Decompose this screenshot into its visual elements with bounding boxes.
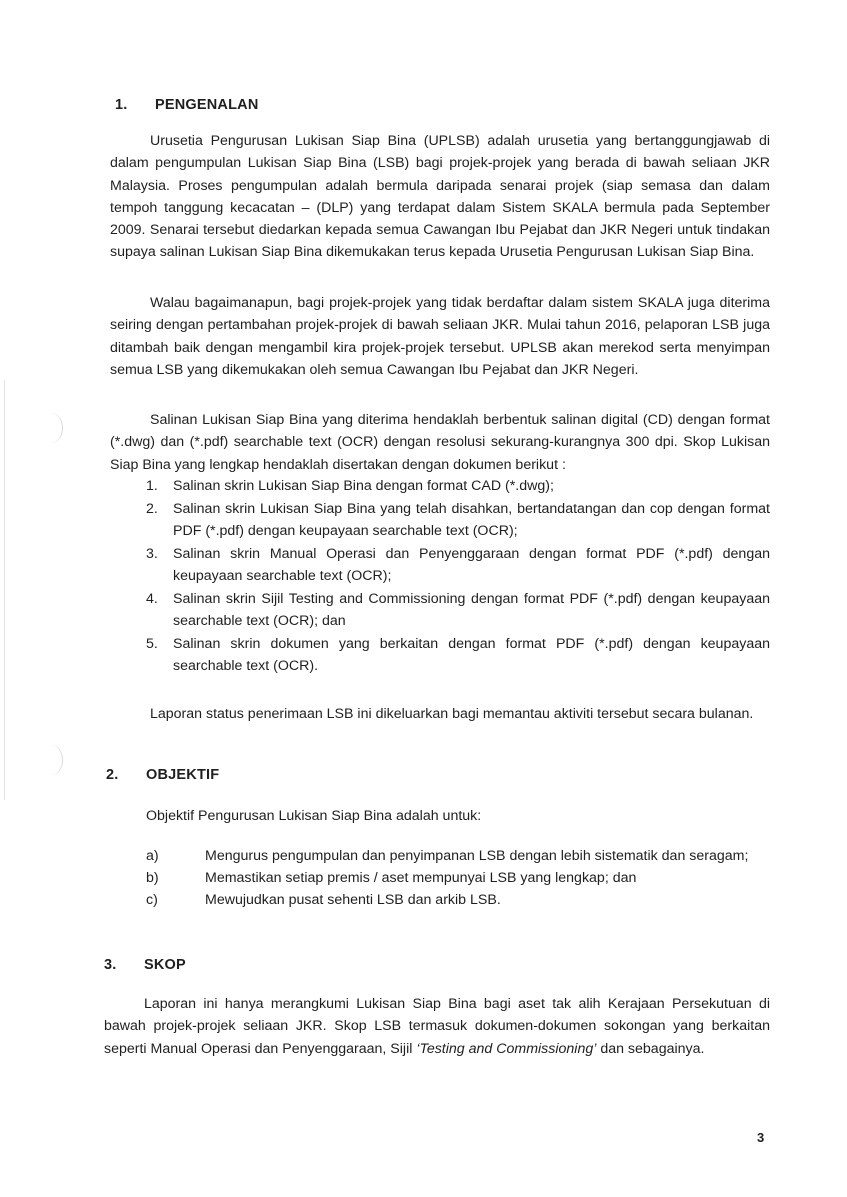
paragraph-text: dan sebagainya. xyxy=(596,1040,705,1057)
section-title: SKOP xyxy=(144,957,186,973)
list-number: 3. xyxy=(146,546,158,562)
paragraph xyxy=(146,805,770,827)
section-number: 2. xyxy=(106,767,119,783)
section-heading-skop xyxy=(104,957,186,973)
section-number: 3. xyxy=(104,957,117,973)
list-text: Mengurus pengumpulan dan penyimpanan LSB dengan lebih sistematik dan seragam; xyxy=(205,848,749,864)
list-number: 4. xyxy=(146,591,158,607)
paragraph-text: Salinan Lukisan Siap Bina yang diterima hendaklah berbentuk salinan digital (CD) dengan format (*.dwg) dan (*.pdf) searchable text (OCR) dengan resolusi sekurang-kurangnya 300 dpi. Skop Lukisan Siap Bina yang lengkap hendaklah disertakan dengan dokumen berikut : xyxy=(110,412,770,473)
list-text: Salinan skrin Lukisan Siap Bina dengan format CAD (*.dwg); xyxy=(173,478,554,494)
punch-hole-mark xyxy=(40,745,63,775)
paragraph-text: Urusetia Pengurusan Lukisan Siap Bina (UPLSB) adalah urusetia yang bertanggungjawab di dalam pengumpulan Lukisan Siap Bina (LSB) bagi projek-projek yang berada di bawah seliaan JKR Malaysia. Proses pengumpulan adalah bermula daripada senarai projek (siap semasa dan dalam tempoh tanggung kecacatan – (DLP) yang terdapat dalam Sistem SKALA bermula pada September 2009. Senarai tersebut diedarkan kepada semua Cawangan Ibu Pejabat dan JKR Negeri untuk tindakan supaya salinan Lukisan Siap Bina dikemukakan terus kepada Urusetia Pengurusan Lukisan Siap Bina. xyxy=(110,133,770,261)
list-letter: a) xyxy=(146,848,159,864)
list-text: Salinan skrin dokumen yang berkaitan dengan format PDF (*.pdf) dengan keupayaan searchable text (OCR). xyxy=(173,636,770,675)
section-title: PENGENALAN xyxy=(155,97,259,113)
paragraph-text: Walau bagaimanapun, bagi projek-projek yang tidak berdaftar dalam sistem SKALA juga diterima seiring dengan pertambahan projek-projek di bawah seliaan JKR. Mulai tahun 2016, pelaporan LSB juga ditambah baik dengan mengambil kira projek-projek tersebut. UPLSB akan merekod serta menyimpan semua LSB yang dikemukakan oleh semua Cawangan Ibu Pejabat dan JKR Negeri. xyxy=(110,295,770,378)
list-item xyxy=(146,633,770,678)
list-item xyxy=(146,543,770,588)
list-item xyxy=(146,889,770,911)
paragraph xyxy=(110,292,770,381)
section-heading-pengenalan xyxy=(115,97,259,113)
list-item xyxy=(146,475,770,497)
punch-hole-mark xyxy=(40,413,63,443)
paragraph-text: Laporan status penerimaan LSB ini dikeluarkan bagi memantau aktiviti tersebut secara bulanan. xyxy=(150,706,754,722)
paragraph-italic-text: ‘Testing and Commissioning’ xyxy=(416,1040,597,1057)
section-number: 1. xyxy=(115,97,128,113)
list-text: Mewujudkan pusat sehenti LSB dan arkib LSB. xyxy=(205,892,501,908)
list-item xyxy=(146,845,770,867)
list-text: Salinan skrin Lukisan Siap Bina yang telah disahkan, bertandatangan dan cop dengan format PDF (*.pdf) dengan keupayaan searchable text (OCR); xyxy=(173,501,770,540)
list-number: 1. xyxy=(146,478,158,494)
list-item xyxy=(146,867,770,889)
section-heading-objektif xyxy=(106,767,219,783)
paragraph xyxy=(110,409,770,476)
section-title: OBJEKTIF xyxy=(146,767,220,783)
list-text: Salinan skrin Manual Operasi dan Penyenggaraan dengan format PDF (*.pdf) dengan keupayaan searchable text (OCR); xyxy=(173,546,770,585)
list-number: 2. xyxy=(146,501,158,517)
paragraph-text: Objektif Pengurusan Lukisan Siap Bina adalah untuk: xyxy=(146,808,482,824)
list-number: 5. xyxy=(146,636,158,652)
paragraph xyxy=(110,130,770,264)
list-text: Salinan skrin Sijil Testing and Commissioning dengan format PDF (*.pdf) dengan keupayaan searchable text (OCR); dan xyxy=(173,591,770,630)
list-letter: c) xyxy=(146,892,158,908)
list-item xyxy=(146,588,770,633)
list-letter: b) xyxy=(146,870,159,886)
page-number: 3 xyxy=(757,1130,765,1145)
paragraph xyxy=(104,993,770,1060)
paragraph xyxy=(110,703,770,725)
list-text: Memastikan setiap premis / aset mempunyai LSB yang lengkap; dan xyxy=(205,870,637,886)
list-item xyxy=(146,498,770,543)
scan-edge-line xyxy=(4,380,5,800)
paragraph-text: Laporan ini hanya merangkumi Lukisan Siap Bina bagi aset tak alih Kerajaan Persekutuan di bawah projek-projek seliaan JKR. Skop LSB termasuk dokumen-dokumen sokongan yang berkaitan seperti Manual Operasi dan Penyenggaraan, Sijil xyxy=(104,996,770,1057)
